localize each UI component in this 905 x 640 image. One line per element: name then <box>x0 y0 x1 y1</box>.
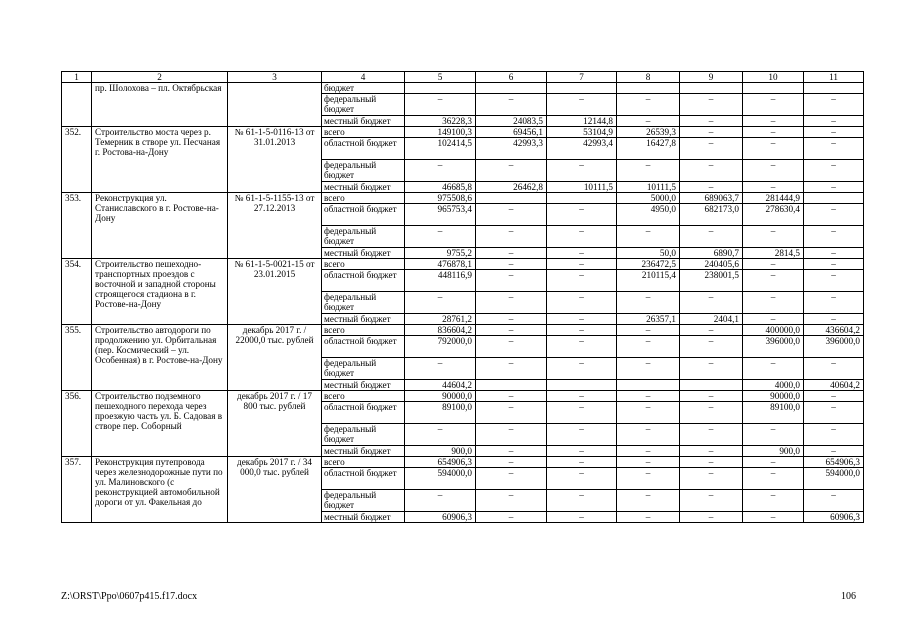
value-cell: – <box>743 358 804 380</box>
entry-number: 352. <box>62 127 92 193</box>
document-ref: декабрь 2017 г. / 22000,0 тыс. рублей <box>228 325 322 391</box>
value-cell: – <box>804 391 864 402</box>
value-cell: – <box>804 446 864 457</box>
value-cell: 36228,3 <box>405 116 476 127</box>
value-cell: – <box>617 226 680 248</box>
value-cell: – <box>476 446 547 457</box>
value-cell: – <box>547 94 617 116</box>
value-cell: 4950,0 <box>617 204 680 226</box>
value-cell: 26357,1 <box>617 314 680 325</box>
value-cell: 836604,2 <box>405 325 476 336</box>
value-cell: 900,0 <box>405 446 476 457</box>
object-name: Реконструкция ул. Станиславского в г. Ростове-на-Дону <box>92 193 228 259</box>
value-cell: – <box>476 314 547 325</box>
value-cell: – <box>405 358 476 380</box>
value-cell: – <box>680 391 743 402</box>
value-cell: – <box>547 314 617 325</box>
funding-source: всего <box>322 391 405 402</box>
value-cell: – <box>617 490 680 512</box>
value-cell: – <box>617 325 680 336</box>
value-cell: 238001,5 <box>680 270 743 292</box>
value-cell: – <box>743 457 804 468</box>
value-cell: 9755,2 <box>405 248 476 259</box>
value-cell: – <box>680 127 743 138</box>
value-cell: 965753,4 <box>405 204 476 226</box>
value-cell: – <box>476 204 547 226</box>
column-number: 7 <box>547 72 617 83</box>
value-cell: – <box>617 402 680 424</box>
value-cell: 90000,0 <box>405 391 476 402</box>
table-row <box>62 325 864 336</box>
object-name: Реконструкция путепровода через железнодорожные пути по ул. Малиновского (с реконструкцией автомобильной дороги от ул. Факельная до <box>92 457 228 523</box>
value-cell: – <box>476 270 547 292</box>
value-cell: – <box>680 424 743 446</box>
value-cell: – <box>476 292 547 314</box>
funding-source: областной бюджет <box>322 204 405 226</box>
value-cell: 436604,2 <box>804 325 864 336</box>
value-cell <box>476 83 547 94</box>
table-row <box>62 457 864 468</box>
value-cell: – <box>804 160 864 182</box>
value-cell: 594000,0 <box>405 468 476 490</box>
value-cell: – <box>547 325 617 336</box>
funding-source: федеральный бюджет <box>322 226 405 248</box>
value-cell: – <box>804 138 864 160</box>
funding-source: федеральный бюджет <box>322 424 405 446</box>
value-cell: – <box>617 358 680 380</box>
value-cell: – <box>743 94 804 116</box>
value-cell: – <box>804 402 864 424</box>
table-row <box>62 83 864 94</box>
object-name: Строительство пешеходно-транспортных проездов с восточной и западной стороны строящегося стадиона в г. Ростове-на-Дону <box>92 259 228 325</box>
funding-source: федеральный бюджет <box>322 490 405 512</box>
value-cell: – <box>617 512 680 523</box>
value-cell: – <box>743 314 804 325</box>
value-cell: 16427,8 <box>617 138 680 160</box>
value-cell: – <box>680 325 743 336</box>
value-cell: – <box>547 457 617 468</box>
value-cell: – <box>680 446 743 457</box>
value-cell: – <box>476 259 547 270</box>
value-cell <box>547 380 617 391</box>
value-cell <box>617 83 680 94</box>
funding-source: областной бюджет <box>322 336 405 358</box>
value-cell: – <box>804 116 864 127</box>
document-ref: № 61-1-5-0021-15 от 23.01.2015 <box>228 259 322 325</box>
value-cell: – <box>617 116 680 127</box>
document-ref: № 61-1-5-1155-13 от 27.12.2013 <box>228 193 322 259</box>
value-cell: – <box>804 490 864 512</box>
value-cell: – <box>617 94 680 116</box>
object-name: Строительство моста через р. Темерник в створе ул. Песчаная г. Ростова-на-Дону <box>92 127 228 193</box>
entry-number: 357. <box>62 457 92 523</box>
value-cell: 89100,0 <box>743 402 804 424</box>
budget-table <box>61 71 864 523</box>
column-number: 6 <box>476 72 547 83</box>
value-cell: 44604,2 <box>405 380 476 391</box>
value-cell: 26539,3 <box>617 127 680 138</box>
entry-number: 354. <box>62 259 92 325</box>
value-cell: – <box>547 512 617 523</box>
value-cell: – <box>547 358 617 380</box>
funding-source: местный бюджет <box>322 314 405 325</box>
funding-source: местный бюджет <box>322 182 405 193</box>
value-cell: – <box>680 138 743 160</box>
value-cell: – <box>743 270 804 292</box>
column-number: 3 <box>228 72 322 83</box>
value-cell: – <box>680 402 743 424</box>
value-cell: 60906,3 <box>405 512 476 523</box>
value-cell <box>680 83 743 94</box>
value-cell: 689063,7 <box>680 193 743 204</box>
value-cell: – <box>743 116 804 127</box>
column-number: 4 <box>322 72 405 83</box>
value-cell: – <box>743 160 804 182</box>
value-cell: 50,0 <box>617 248 680 259</box>
value-cell: – <box>680 116 743 127</box>
value-cell: – <box>617 446 680 457</box>
table-row <box>62 391 864 402</box>
value-cell: 60906,3 <box>804 512 864 523</box>
entry-number: 356. <box>62 391 92 457</box>
funding-source: местный бюджет <box>322 446 405 457</box>
funding-source: местный бюджет <box>322 116 405 127</box>
value-cell: – <box>617 336 680 358</box>
value-cell: – <box>476 94 547 116</box>
column-number: 5 <box>405 72 476 83</box>
column-number: 2 <box>92 72 228 83</box>
value-cell <box>405 83 476 94</box>
funding-source: федеральный бюджет <box>322 292 405 314</box>
value-cell: – <box>547 336 617 358</box>
value-cell: 4000,0 <box>743 380 804 391</box>
value-cell: – <box>476 490 547 512</box>
value-cell: 46685,8 <box>405 182 476 193</box>
value-cell: – <box>476 402 547 424</box>
value-cell: – <box>476 160 547 182</box>
value-cell: – <box>680 358 743 380</box>
value-cell: – <box>405 424 476 446</box>
value-cell: 2404,1 <box>680 314 743 325</box>
value-cell: – <box>476 325 547 336</box>
document-ref: № 61-1-5-0116-13 от 31.01.2013 <box>228 127 322 193</box>
value-cell: 42993,4 <box>547 138 617 160</box>
value-cell <box>743 83 804 94</box>
value-cell: – <box>680 490 743 512</box>
value-cell: 396000,0 <box>804 336 864 358</box>
value-cell: – <box>743 424 804 446</box>
value-cell: – <box>547 391 617 402</box>
value-cell: – <box>743 226 804 248</box>
value-cell: 448116,9 <box>405 270 476 292</box>
value-cell: – <box>547 259 617 270</box>
file-path: Z:\ORST\Ppo\0607p415.f17.docx <box>61 591 198 602</box>
value-cell: – <box>680 292 743 314</box>
value-cell: 10111,5 <box>617 182 680 193</box>
value-cell: 594000,0 <box>804 468 864 490</box>
table-row <box>62 259 864 270</box>
value-cell: 102414,5 <box>405 138 476 160</box>
value-cell: – <box>476 457 547 468</box>
value-cell: 2814,5 <box>743 248 804 259</box>
value-cell: – <box>804 127 864 138</box>
value-cell: 281444,9 <box>743 193 804 204</box>
column-number: 8 <box>617 72 680 83</box>
value-cell: – <box>476 468 547 490</box>
value-cell: 396000,0 <box>743 336 804 358</box>
value-cell: – <box>804 248 864 259</box>
value-cell: – <box>476 248 547 259</box>
funding-source: всего <box>322 127 405 138</box>
value-cell: – <box>804 314 864 325</box>
value-cell: 69456,1 <box>476 127 547 138</box>
value-cell: 240405,6 <box>680 259 743 270</box>
value-cell: 654906,3 <box>405 457 476 468</box>
value-cell: – <box>680 226 743 248</box>
value-cell <box>476 380 547 391</box>
funding-source: всего <box>322 259 405 270</box>
value-cell: – <box>476 424 547 446</box>
funding-source: областной бюджет <box>322 468 405 490</box>
value-cell: 28761,2 <box>405 314 476 325</box>
funding-source: федеральный бюджет <box>322 358 405 380</box>
value-cell: – <box>680 468 743 490</box>
value-cell: 42993,3 <box>476 138 547 160</box>
funding-source: областной бюджет <box>322 270 405 292</box>
value-cell: – <box>743 468 804 490</box>
value-cell <box>476 193 547 204</box>
value-cell: – <box>617 292 680 314</box>
value-cell: – <box>617 468 680 490</box>
value-cell <box>680 380 743 391</box>
value-cell: – <box>405 94 476 116</box>
value-cell: – <box>617 457 680 468</box>
value-cell: – <box>804 204 864 226</box>
column-number-row <box>62 72 864 83</box>
value-cell: 792000,0 <box>405 336 476 358</box>
value-cell: 654906,3 <box>804 457 864 468</box>
funding-source: федеральный бюджет <box>322 94 405 116</box>
value-cell: – <box>680 94 743 116</box>
value-cell: – <box>804 424 864 446</box>
value-cell: 26462,8 <box>476 182 547 193</box>
value-cell: – <box>743 292 804 314</box>
value-cell: 236472,5 <box>617 259 680 270</box>
value-cell: – <box>405 160 476 182</box>
value-cell: 5000,0 <box>617 193 680 204</box>
table-row <box>62 193 864 204</box>
column-number: 1 <box>62 72 92 83</box>
value-cell: – <box>743 182 804 193</box>
value-cell: – <box>476 391 547 402</box>
funding-source: всего <box>322 457 405 468</box>
value-cell: – <box>743 127 804 138</box>
value-cell: 12144,8 <box>547 116 617 127</box>
value-cell: 40604,2 <box>804 380 864 391</box>
table-body <box>62 72 864 523</box>
value-cell <box>804 193 864 204</box>
value-cell: – <box>476 358 547 380</box>
value-cell: – <box>804 270 864 292</box>
value-cell: – <box>476 512 547 523</box>
value-cell: – <box>405 292 476 314</box>
value-cell: 682173,0 <box>680 204 743 226</box>
value-cell: – <box>804 358 864 380</box>
value-cell: – <box>680 336 743 358</box>
document-ref <box>228 83 322 127</box>
value-cell: – <box>547 292 617 314</box>
value-cell: 476878,1 <box>405 259 476 270</box>
value-cell: – <box>405 490 476 512</box>
value-cell: – <box>680 182 743 193</box>
funding-source: федеральный бюджет <box>322 160 405 182</box>
value-cell: 400000,0 <box>743 325 804 336</box>
funding-source: областной бюджет <box>322 402 405 424</box>
value-cell: – <box>476 226 547 248</box>
value-cell: 89100,0 <box>405 402 476 424</box>
value-cell: 278630,4 <box>743 204 804 226</box>
value-cell: – <box>804 292 864 314</box>
value-cell: – <box>547 204 617 226</box>
value-cell <box>547 193 617 204</box>
funding-source: всего <box>322 325 405 336</box>
object-name: Строительство подземного пешеходного перехода через проезжую часть ул. Б. Садовая в створе пер. Соборный <box>92 391 228 457</box>
value-cell: 210115,4 <box>617 270 680 292</box>
table-row <box>62 127 864 138</box>
object-name: Строительство автодороги по продолжению ул. Орбитальная (пер. Космический – ул. Особенная) в г. Ростове-на-Дону <box>92 325 228 391</box>
document-ref: декабрь 2017 г. / 34 000,0 тыс. рублей <box>228 457 322 523</box>
funding-source: местный бюджет <box>322 248 405 259</box>
value-cell: – <box>617 391 680 402</box>
funding-source: бюджет <box>322 83 405 94</box>
value-cell: 6890,7 <box>680 248 743 259</box>
value-cell: – <box>743 259 804 270</box>
value-cell: – <box>743 138 804 160</box>
value-cell: – <box>743 512 804 523</box>
value-cell: – <box>547 468 617 490</box>
value-cell: – <box>617 424 680 446</box>
column-number: 10 <box>743 72 804 83</box>
value-cell: – <box>680 512 743 523</box>
funding-source: всего <box>322 193 405 204</box>
value-cell: – <box>547 446 617 457</box>
value-cell: – <box>804 259 864 270</box>
funding-source: местный бюджет <box>322 512 405 523</box>
value-cell: – <box>405 226 476 248</box>
value-cell: – <box>476 336 547 358</box>
value-cell: – <box>547 424 617 446</box>
entry-number: 355. <box>62 325 92 391</box>
value-cell <box>804 83 864 94</box>
column-number: 9 <box>680 72 743 83</box>
funding-source: областной бюджет <box>322 138 405 160</box>
value-cell: 149100,3 <box>405 127 476 138</box>
funding-source: местный бюджет <box>322 380 405 391</box>
value-cell: – <box>547 402 617 424</box>
column-number: 11 <box>804 72 864 83</box>
value-cell: – <box>743 490 804 512</box>
value-cell <box>617 380 680 391</box>
value-cell: – <box>547 490 617 512</box>
value-cell: – <box>804 182 864 193</box>
entry-number: 353. <box>62 193 92 259</box>
value-cell: – <box>547 160 617 182</box>
value-cell: – <box>680 457 743 468</box>
value-cell: 24083,5 <box>476 116 547 127</box>
object-name: пр. Шолохова – пл. Октябрьская <box>92 83 228 127</box>
document-ref: декабрь 2017 г. / 17 800 тыс. рублей <box>228 391 322 457</box>
value-cell: – <box>547 226 617 248</box>
value-cell: – <box>617 160 680 182</box>
entry-number <box>62 83 92 127</box>
value-cell: – <box>804 226 864 248</box>
value-cell <box>547 83 617 94</box>
value-cell: – <box>680 160 743 182</box>
page-number: 106 <box>841 591 856 602</box>
value-cell: 53104,9 <box>547 127 617 138</box>
value-cell: 10111,5 <box>547 182 617 193</box>
value-cell: – <box>804 94 864 116</box>
value-cell: – <box>547 248 617 259</box>
value-cell: – <box>547 270 617 292</box>
value-cell: 900,0 <box>743 446 804 457</box>
value-cell: 90000,0 <box>743 391 804 402</box>
value-cell: 975508,6 <box>405 193 476 204</box>
